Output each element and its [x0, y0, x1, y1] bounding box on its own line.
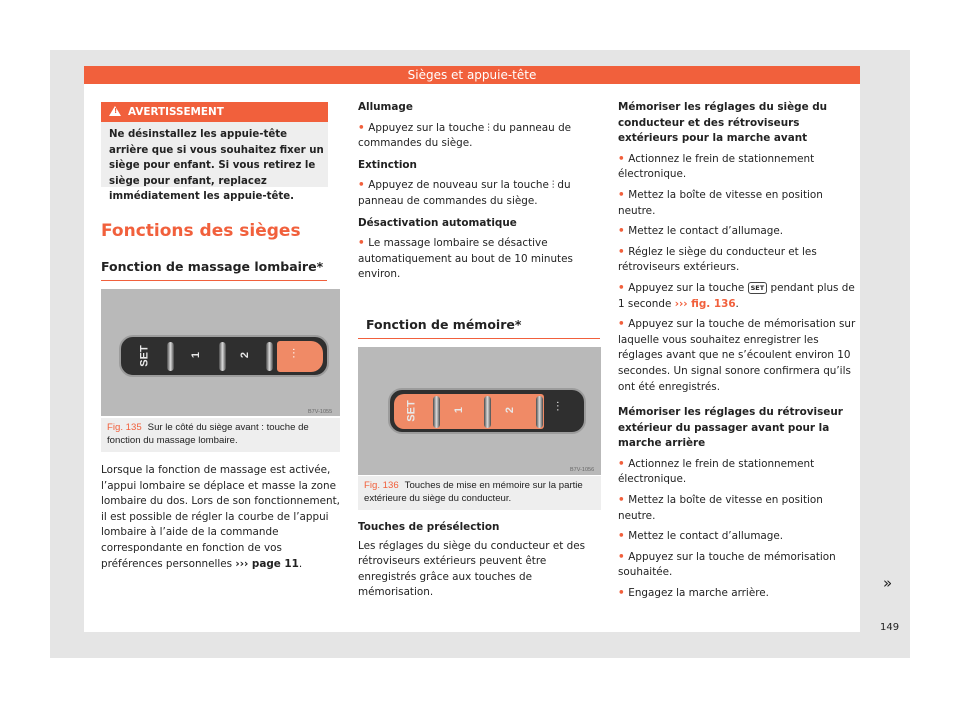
allumage-step — [358, 121, 600, 152]
memoriser-siege-step-6 — [618, 317, 861, 395]
allumage-step-post: du panneau de commandes du siège. — [358, 121, 572, 150]
figure-memory-caption-text: Touches de mise en mémoire sur la partie extérieure du siège du conducteur. — [364, 480, 583, 504]
seat-massage-icon: ⫶ — [292, 347, 296, 362]
memoriser-siege-step-5 — [618, 281, 861, 312]
memoriser-siege-step-3 — [618, 224, 861, 240]
memory-key-set: SET — [405, 400, 418, 422]
step-text: pendant plus de 1 seconde — [618, 281, 855, 310]
lumbar-title-rule — [101, 280, 327, 281]
step-text: Actionnez le frein de stationnement électronique. — [618, 457, 815, 486]
section-title: Fonctions des sièges — [101, 221, 301, 241]
column-3 — [618, 100, 861, 607]
lumbar-divider-2 — [219, 342, 226, 371]
step-text: Réglez le siège du conducteur et les rétroviseurs extérieurs. — [618, 245, 817, 274]
memoire-title-rule — [358, 338, 600, 339]
touches-title: Touches de présélection — [358, 521, 500, 533]
memoriser-retro-step-5 — [618, 586, 861, 602]
step-text: Appuyez sur la touche — [628, 281, 745, 294]
lumbar-body-end: . — [298, 557, 303, 570]
memoire-title: Fonction de mémoire* — [366, 317, 522, 332]
memory-divider-3 — [536, 396, 543, 428]
lumbar-divider-1 — [167, 342, 174, 371]
continue-mark: » — [883, 574, 893, 592]
step-end: . — [735, 297, 739, 310]
lumbar-key-2: 2 — [239, 351, 252, 359]
desactivation-step-text: Le massage lombaire se désactive automatiquement au bout de 10 minutes environ. — [358, 237, 573, 281]
step-text: Appuyez sur la touche de mémorisation souhaitée. — [618, 550, 836, 579]
allumage-step-pre: Appuyez sur la touche — [368, 121, 485, 134]
lumbar-body-text: Lorsque la fonction de massage est activée, l’appui lombaire se déplace et masse la zone lombaire du dos. Lors de son fonctionnement, il est possible de régler la courbe de l’appui lombaire à l’aide de la commande correspondante en fonction de vos préférences personnelles — [101, 464, 340, 570]
extinction-step — [358, 178, 600, 209]
figure-memory-image — [358, 347, 601, 475]
lumbar-control-panel — [119, 335, 329, 377]
step-text: Engagez la marche arrière. — [628, 587, 769, 600]
memory-divider-2 — [484, 396, 491, 428]
desactivation-step — [358, 236, 600, 283]
figure-lumbar-image — [101, 289, 340, 416]
memory-key-1: 1 — [453, 406, 466, 414]
fig-136-link[interactable]: ››› fig. 136 — [674, 297, 736, 310]
memoriser-siege-step-1 — [618, 152, 861, 183]
step-text: Mettez la boîte de vitesse en position neutre. — [618, 494, 823, 522]
step-text: Mettez la boîte de vitesse en position neutre. — [618, 188, 823, 217]
warning-label: AVERTISSEMENT — [128, 106, 224, 118]
set-key-icon: SET — [748, 282, 768, 294]
memoriser-siege-step-2 — [618, 188, 861, 219]
chapter-header: Sièges et appuie-tête — [84, 66, 860, 84]
lumbar-key-1: 1 — [190, 351, 203, 359]
memory-key-2: 2 — [504, 406, 517, 414]
figure-lumbar-number: Fig. 135 — [107, 422, 142, 433]
memoriser-siege-title: Mémoriser les réglages du siège du conducteur et des rétroviseurs extérieurs pour la marche avant — [618, 101, 828, 145]
memoriser-retro-step-1 — [618, 457, 861, 488]
figure-memory-number: Fig. 136 — [364, 480, 399, 491]
memory-control-panel — [388, 388, 586, 434]
memoriser-retro-step-3 — [618, 529, 861, 545]
step-text: Mettez le contact d’allumage. — [628, 225, 784, 238]
figure-memory-caption — [358, 476, 601, 510]
allumage-title: Allumage — [358, 101, 413, 113]
step-text: Appuyez sur la touche de mémorisation sur laquelle vous souhaitez enregistrer les réglages avant que ne s’écoulent environ 10 secondes. Un signal sonore confirmera qu’ils ont été enregistrés. — [618, 318, 856, 393]
memoriser-retro-step-4 — [618, 550, 861, 581]
memoriser-retro-title: Mémoriser les réglages du rétroviseur extérieur du passager avant pour la marche arrière — [618, 406, 843, 450]
lumbar-divider-3 — [266, 342, 273, 371]
memoriser-retro-step-2 — [618, 493, 861, 524]
lumbar-page-link[interactable]: ››› page 11 — [235, 557, 299, 570]
column-2-top — [358, 100, 600, 288]
figure-lumbar-caption-text: Sur le côté du siège avant : touche de fonction du massage lombaire. — [107, 422, 309, 446]
extinction-step-post: du panneau de commandes du siège. — [358, 179, 571, 207]
warning-text: Ne désinstallez les appuie-tête arrière que si vous souhaitez fixer un siège pour enfant. Si vous retirez le siège pour enfant, replacez immédiatement les appuie-tête. — [109, 129, 324, 202]
warning-icon: ! — [109, 106, 121, 116]
memoriser-siege-step-4 — [618, 245, 861, 276]
lumbar-body — [101, 463, 341, 577]
lumbar-title: Fonction de massage lombaire* — [101, 259, 324, 274]
lumbar-key-set: SET — [138, 345, 151, 367]
extinction-step-pre: Appuyez de nouveau sur la touche — [368, 179, 549, 192]
seat-lumbar-icon: ⫶ — [487, 122, 490, 134]
extinction-title: Extinction — [358, 158, 417, 171]
column-2-bottom — [358, 520, 600, 606]
lumbar-massage-key — [277, 341, 323, 372]
page-number: 149 — [880, 622, 900, 633]
warning-header — [101, 102, 328, 122]
figure-lumbar-code: B7V-1055 — [308, 409, 333, 415]
step-text: Actionnez le frein de stationnement électronique. — [618, 152, 815, 181]
touches-text: Les réglages du siège du conducteur et des rétroviseurs extérieurs peuvent être enregistrés grâce aux touches de mémorisation. — [358, 539, 586, 599]
seat-lumbar-icon: ⫶ — [551, 180, 555, 192]
step-text: Mettez le contact d’allumage. — [628, 530, 784, 543]
seat-massage-icon: ⫶ — [556, 400, 560, 415]
figure-memory-code: B7V-1056 — [570, 467, 595, 473]
memory-divider-1 — [433, 396, 440, 428]
desactivation-title: Désactivation automatique — [358, 216, 517, 229]
figure-lumbar-caption — [101, 418, 340, 452]
